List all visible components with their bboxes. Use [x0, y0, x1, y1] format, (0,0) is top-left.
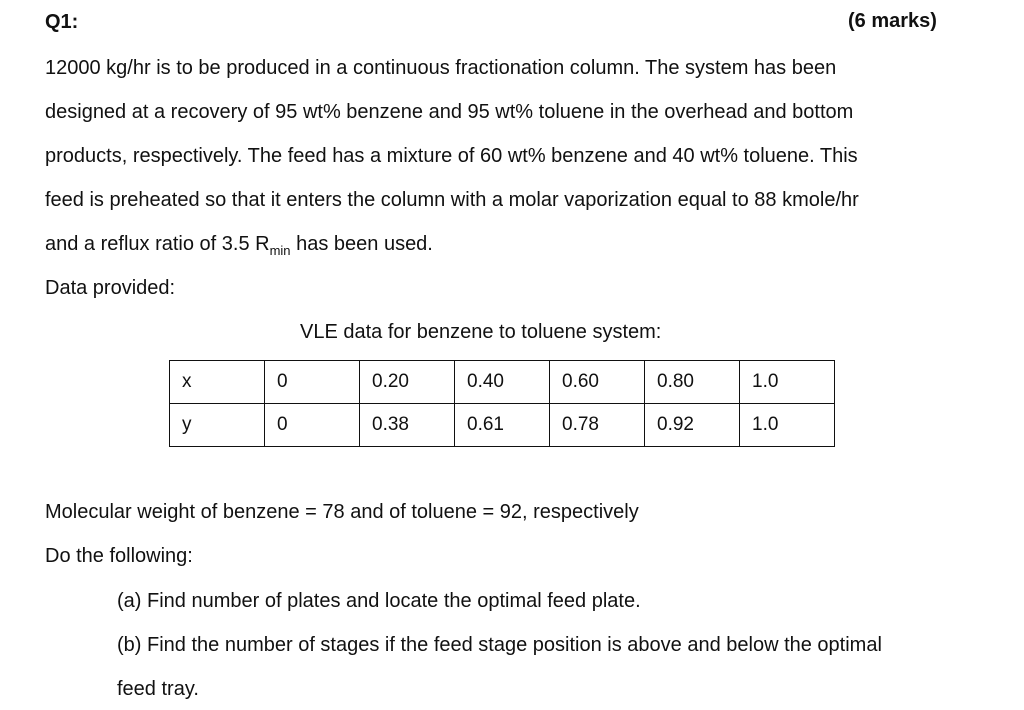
- table-cell: 0.61: [455, 404, 550, 447]
- task-b-line-2: feed tray.: [117, 678, 199, 700]
- table-cell: 0: [265, 361, 360, 404]
- molecular-weight-text: Molecular weight of benzene = 78 and of toluene = 92, respectively: [45, 501, 639, 523]
- table-cell: 0.80: [645, 361, 740, 404]
- table-cell: 0.60: [550, 361, 645, 404]
- task-a: (a) Find number of plates and locate the optimal feed plate.: [117, 590, 641, 612]
- task-b-line-1: (b) Find the number of stages if the feed stage position is above and below the optimal: [117, 634, 882, 656]
- reflux-text: and a reflux ratio of 3.5 R: [45, 233, 270, 255]
- question-label: Q1:: [45, 11, 79, 33]
- paragraph-line-4: feed is preheated so that it enters the column with a molar vaporization equal to 88 kmole/hr: [45, 189, 859, 211]
- do-following-label: Do the following:: [45, 545, 193, 567]
- paragraph-line-5: [45, 232, 433, 258]
- table-cell: 1.0: [740, 404, 835, 447]
- reflux-text-end: has been used.: [290, 233, 433, 255]
- rmin-subscript: min: [269, 243, 291, 258]
- vle-table: [169, 360, 835, 447]
- data-provided-label: Data provided:: [45, 277, 176, 299]
- table-cell: 0.92: [645, 404, 740, 447]
- vle-table-title: VLE data for benzene to toluene system:: [300, 321, 662, 343]
- paragraph-line-3: products, respectively. The feed has a mixture of 60 wt% benzene and 40 wt% toluene. This: [45, 145, 858, 167]
- table-row-x: [170, 361, 835, 404]
- table-cell-label: y: [170, 404, 265, 447]
- table-cell-label: x: [170, 361, 265, 404]
- question-marks: (6 marks): [848, 10, 937, 32]
- table-cell: 0.38: [360, 404, 455, 447]
- paragraph-line-2: designed at a recovery of 95 wt% benzene and 95 wt% toluene in the overhead and bottom: [45, 101, 854, 123]
- table-row-y: [170, 404, 835, 447]
- table-cell: 0: [265, 404, 360, 447]
- paragraph-line-1: 12000 kg/hr is to be produced in a continuous fractionation column. The system has been: [45, 57, 837, 79]
- table-cell: 0.40: [455, 361, 550, 404]
- table-cell: 0.78: [550, 404, 645, 447]
- table-cell: 1.0: [740, 361, 835, 404]
- table-cell: 0.20: [360, 361, 455, 404]
